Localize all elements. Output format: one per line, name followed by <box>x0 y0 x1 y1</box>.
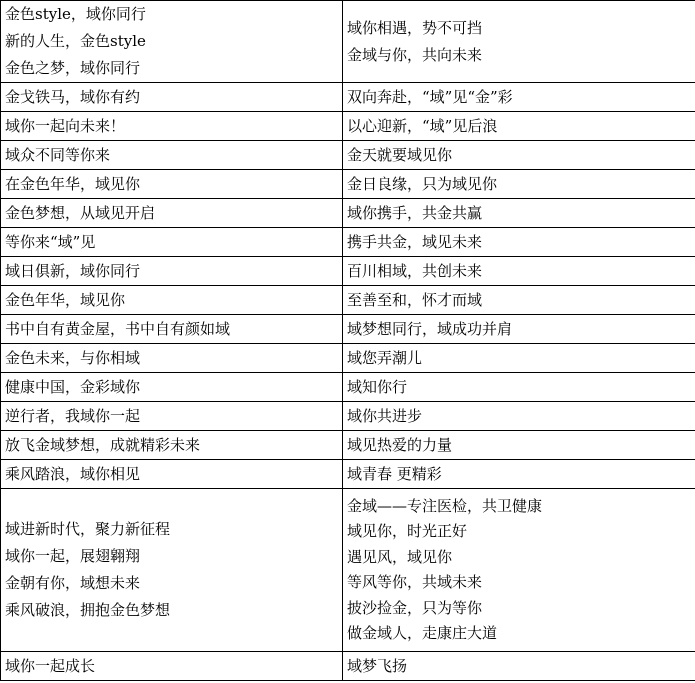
table-row <box>1 112 695 141</box>
table-row <box>1 402 695 431</box>
slogan-cell-left <box>1 199 343 228</box>
slogan-table-body <box>1 1 695 681</box>
table-row <box>1 373 695 402</box>
table-row <box>1 460 695 489</box>
slogan-cell-left <box>1 373 343 402</box>
slogan-cell-left <box>1 402 343 431</box>
slogan-cell-left <box>1 228 343 257</box>
slogan-cell-right <box>343 286 695 315</box>
slogan-text: 金天就要域见你 <box>347 145 453 164</box>
slogan-text: 携手共金，域见未来 <box>347 232 483 251</box>
table-row <box>1 315 695 344</box>
table-row <box>1 431 695 460</box>
slogan-text: 域见热爱的力量 <box>347 435 453 454</box>
table-row <box>1 83 695 112</box>
slogan-text: 等你来“域”见 <box>5 232 96 251</box>
slogan-cell-left <box>1 315 343 344</box>
table-row <box>1 1 695 83</box>
table-row <box>1 199 695 228</box>
slogan-text: 域您弄潮儿 <box>347 348 423 367</box>
slogan-text: 金色之梦，域你同行 <box>5 59 141 77</box>
slogan-text: 在金色年华，域见你 <box>5 174 141 193</box>
slogan-text: 域众不同等你来 <box>5 145 111 164</box>
table-row <box>1 170 695 199</box>
slogan-cell-right <box>343 373 695 402</box>
slogan-text: 域你携手，共金共赢 <box>347 203 483 222</box>
slogan-text: 域你相遇，势不可挡 <box>347 18 483 37</box>
slogan-cell-left <box>1 286 343 315</box>
slogan-text: 域梦想同行，域成功并肩 <box>347 319 513 338</box>
slogan-cell-left <box>1 652 343 681</box>
slogan-text: 遇见风，域见你 <box>347 547 453 566</box>
slogan-text: 金朝有你，域想未来 <box>5 574 141 592</box>
slogan-text: 金域——专注医检，共卫健康 <box>347 496 543 515</box>
slogan-text: 域你一起成长 <box>5 656 96 675</box>
table-row <box>1 652 695 681</box>
slogan-cell-right <box>343 460 695 489</box>
slogan-cell-left <box>1 344 343 373</box>
slogan-text: 域进新时代，聚力新征程 <box>5 520 171 538</box>
slogan-cell-right <box>343 315 695 344</box>
table-row <box>1 257 695 286</box>
slogan-text: 金域与你，共向未来 <box>347 45 483 64</box>
slogan-text: 金色style，域你同行 <box>5 5 146 23</box>
slogan-text: 放飞金域梦想，成就精彩未来 <box>5 435 201 454</box>
slogan-cell-left <box>1 489 343 652</box>
slogan-cell-right <box>343 1 695 83</box>
slogan-cell-right <box>343 199 695 228</box>
slogan-text: 做金域人，走康庄大道 <box>347 624 498 642</box>
slogan-text: 域青春 更精彩 <box>347 464 442 483</box>
slogan-text: 金色梦想，从域见开启 <box>5 203 156 222</box>
slogan-text: 域见你，时光正好 <box>347 522 468 540</box>
slogan-cell-right <box>343 344 695 373</box>
table-row <box>1 344 695 373</box>
slogan-cell-right <box>343 112 695 141</box>
slogan-cell-left <box>1 257 343 286</box>
slogan-text: 书中自有黄金屋，书中自有颜如域 <box>5 319 231 338</box>
slogan-cell-right <box>343 170 695 199</box>
slogan-cell-right <box>343 489 695 652</box>
table-row <box>1 286 695 315</box>
slogan-text: 逆行者，我域你一起 <box>5 406 141 425</box>
slogan-text: 乘风破浪，拥抱金色梦想 <box>5 601 171 619</box>
slogan-cell-right <box>343 228 695 257</box>
slogan-text: 双向奔赴，“域”见“金”彩 <box>347 87 513 106</box>
slogan-cell-left <box>1 141 343 170</box>
slogan-text: 健康中国，金彩域你 <box>5 377 141 396</box>
slogan-text: 金色未来，与你相域 <box>5 348 141 367</box>
slogan-cell-right <box>343 257 695 286</box>
slogan-text: 金色年华，域见你 <box>5 290 126 309</box>
slogan-text: 域梦飞扬 <box>347 656 408 675</box>
slogan-text: 披沙捡金，只为等你 <box>347 598 483 617</box>
slogan-text: 至善至和，怀才而域 <box>347 290 483 309</box>
slogan-text: 等风等你，共域未来 <box>347 573 483 591</box>
slogan-text: 百川相域，共创未来 <box>347 261 483 280</box>
slogan-text: 金日良缘，只为域见你 <box>347 174 498 193</box>
slogan-text: 乘风踏浪，域你相见 <box>5 464 141 483</box>
table-row <box>1 141 695 170</box>
slogan-cell-right <box>343 402 695 431</box>
slogan-cell-right <box>343 83 695 112</box>
slogan-text: 以心迎新，“域”见后浪 <box>347 116 498 135</box>
slogan-text: 域你一起向未来！ <box>5 116 126 135</box>
slogan-cell-left <box>1 1 343 83</box>
slogan-cell-left <box>1 112 343 141</box>
slogan-cell-right <box>343 652 695 681</box>
slogan-text: 域日俱新，域你同行 <box>5 261 141 280</box>
slogan-cell-left <box>1 431 343 460</box>
table-row <box>1 228 695 257</box>
slogan-text: 金戈铁马，域你有约 <box>5 87 141 106</box>
slogan-text: 域知你行 <box>347 377 408 396</box>
slogan-cell-left <box>1 460 343 489</box>
slogan-cell-left <box>1 83 343 112</box>
table-row <box>1 489 695 652</box>
slogan-cell-right <box>343 141 695 170</box>
slogan-text: 域你一起，展翅翱翔 <box>5 547 141 565</box>
slogan-text: 新的人生，金色style <box>5 32 146 50</box>
slogan-text: 域你共进步 <box>347 406 423 425</box>
slogan-cell-right <box>343 431 695 460</box>
slogan-cell-left <box>1 170 343 199</box>
